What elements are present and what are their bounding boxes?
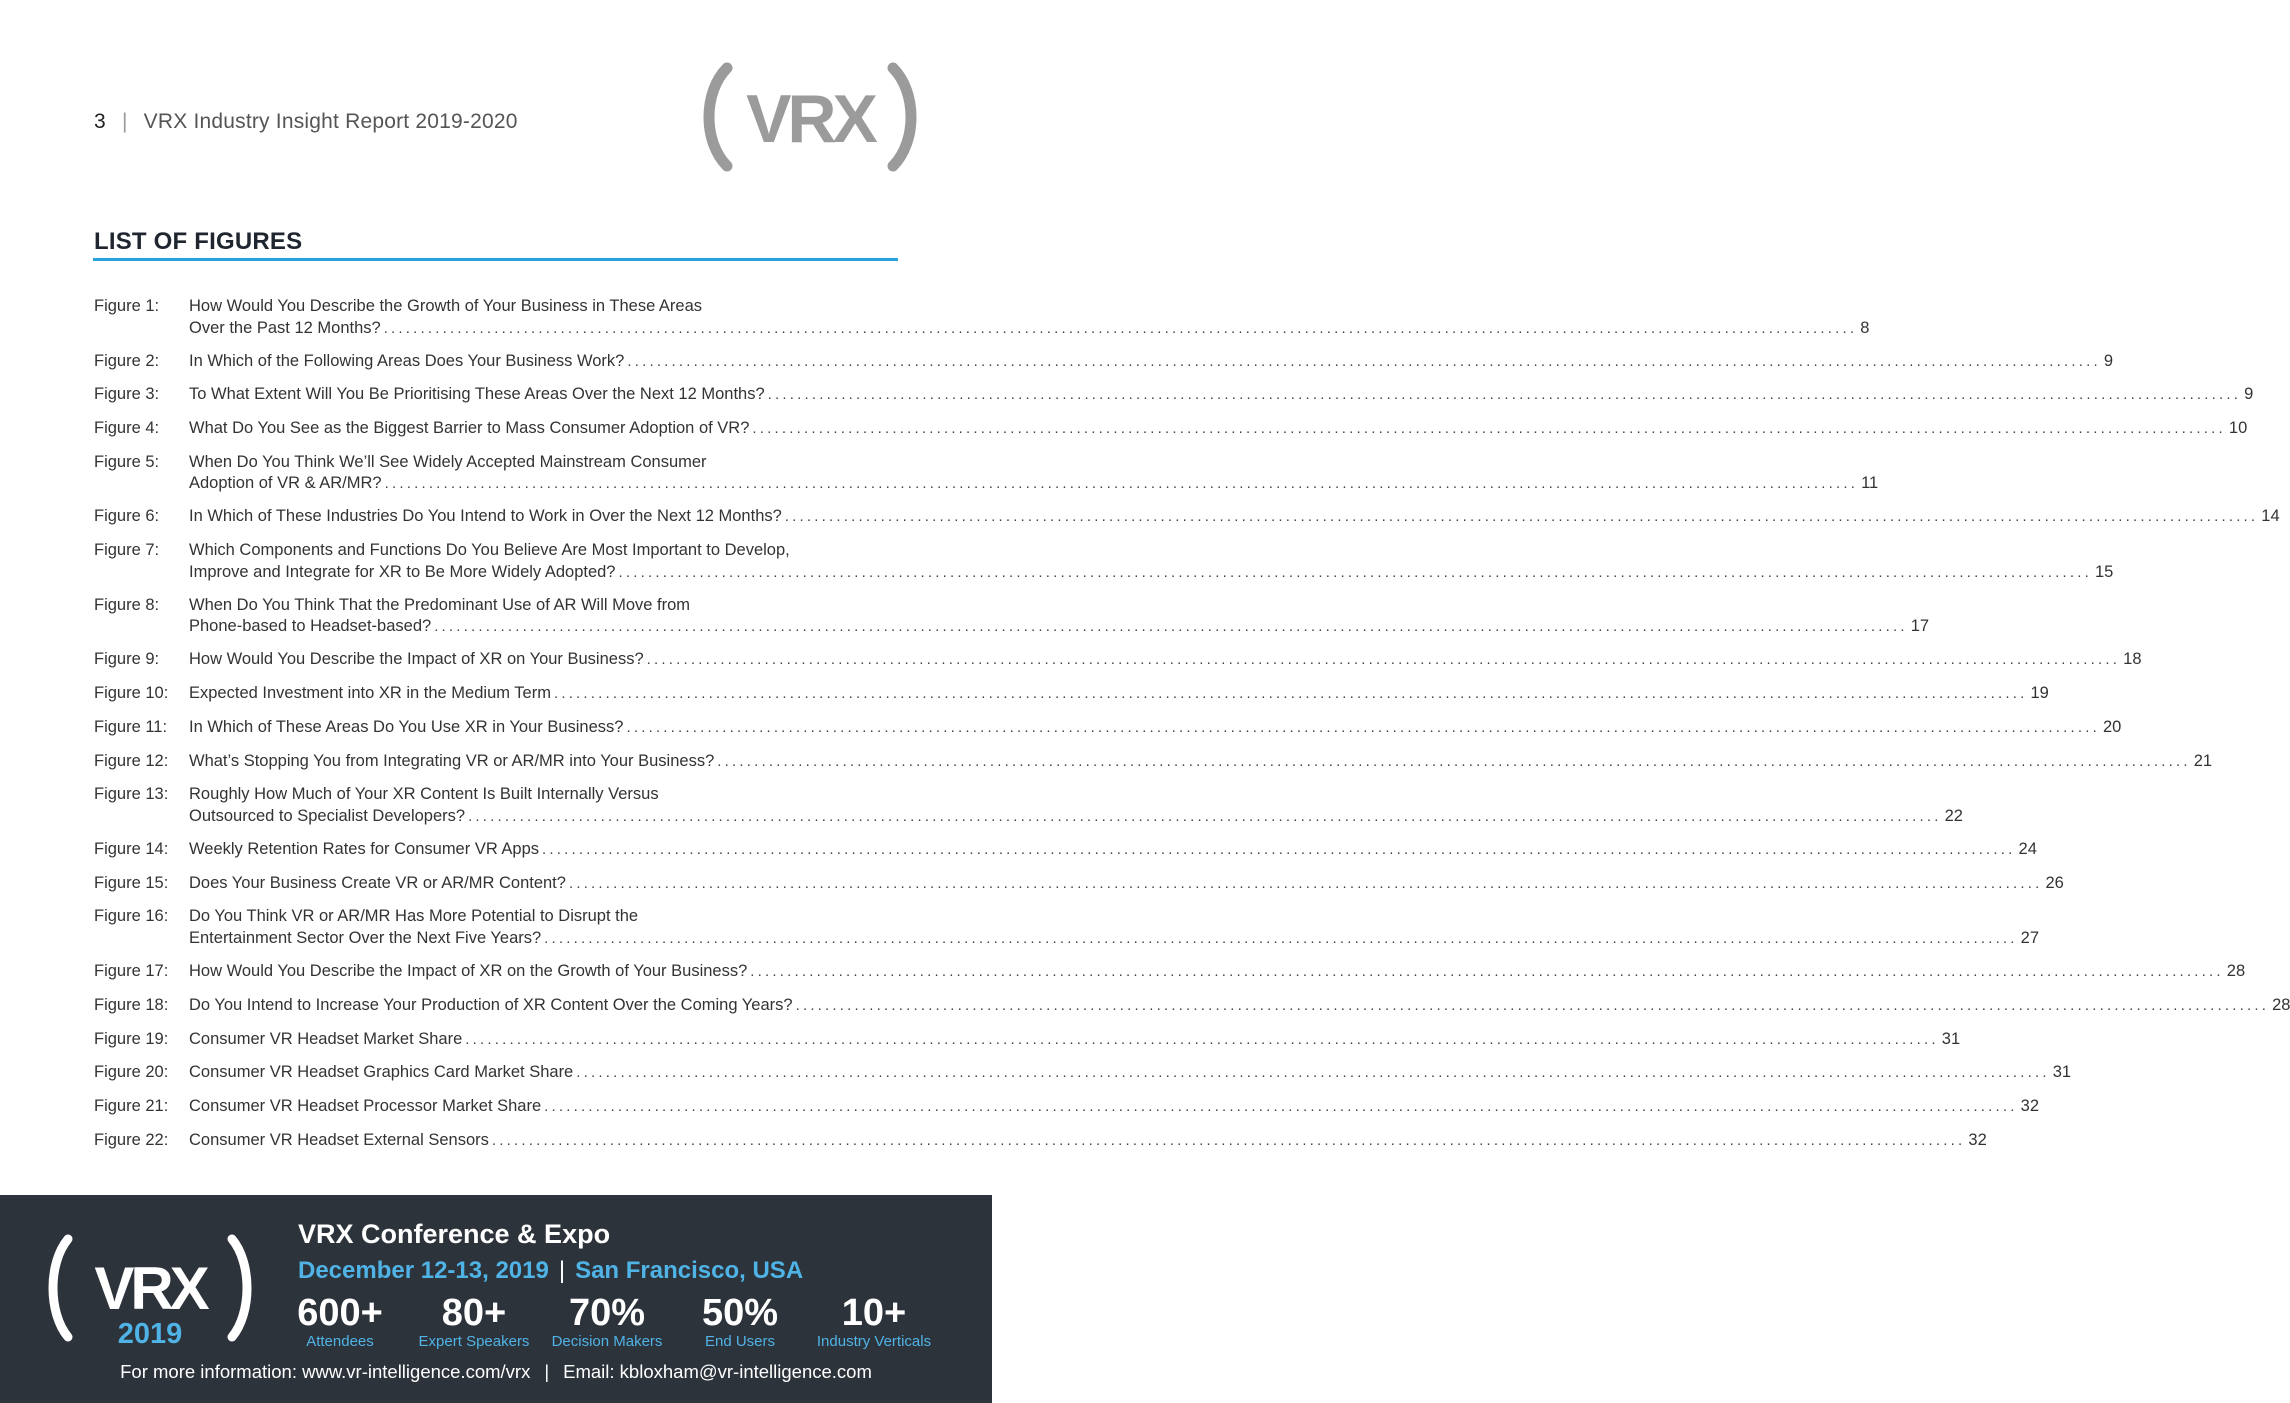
figure-label: Figure 13: bbox=[94, 785, 169, 804]
footer-banner bbox=[0, 1195, 992, 1403]
figure-label: Figure 6: bbox=[94, 507, 160, 526]
figure-label: Figure 1: bbox=[94, 297, 160, 315]
figure-title bbox=[189, 506, 2280, 528]
figure-title-line: What Do You See as the Biggest Barrier to Mass Consumer Adoption of VR? bbox=[189, 419, 750, 438]
figure-title bbox=[189, 540, 2113, 583]
dot-leader: ........................................................................................................................................................................................................ bbox=[542, 840, 2016, 858]
figure-title bbox=[189, 784, 1963, 827]
figure-page-number: 8 bbox=[1860, 318, 1870, 337]
figure-entry[interactable] bbox=[94, 296, 1870, 339]
figure-page-number: 10 bbox=[2228, 419, 2248, 438]
figure-title-line: Phone-based to Headset-based? bbox=[189, 617, 432, 636]
footer-logo-right-paren-icon bbox=[232, 1239, 247, 1337]
figure-entry[interactable] bbox=[94, 649, 2142, 671]
figure-page-number: 20 bbox=[2102, 717, 2122, 736]
conference-dates: December 12-13, 2019 bbox=[298, 1257, 549, 1284]
figure-title-line: Consumer VR Headset External Sensors bbox=[189, 1130, 489, 1149]
figure-title-line: In Which of These Industries Do You Intend to Work in Over the Next 12 Months? bbox=[189, 507, 782, 526]
figure-page-number: 32 bbox=[1968, 1130, 1987, 1149]
figure-label: Figure 14: bbox=[94, 839, 169, 858]
figure-page-number: 26 bbox=[2045, 873, 2064, 892]
stat-decision-makers bbox=[542, 1293, 672, 1351]
contact-line bbox=[0, 1361, 992, 1383]
figure-title bbox=[189, 751, 2212, 773]
figure-page-number: 11 bbox=[1861, 474, 1879, 493]
figure-page-number: 19 bbox=[2030, 683, 2049, 702]
figure-title bbox=[189, 452, 1878, 495]
figure-page-number: 22 bbox=[1944, 806, 1963, 825]
figure-label: Figure 10: bbox=[94, 683, 169, 702]
figure-entry[interactable] bbox=[94, 384, 2254, 406]
figure-label: Figure 21: bbox=[94, 1097, 169, 1116]
dot-leader: ........................................................................................................................................................................................................ bbox=[434, 618, 1908, 636]
stat-label: Expert Speakers bbox=[418, 1333, 530, 1350]
website-link[interactable]: For more information: www.vr-intelligence.com/vrx bbox=[120, 1361, 531, 1382]
stat-label: Decision Makers bbox=[551, 1333, 663, 1350]
figure-title-line: Outsourced to Specialist Developers? bbox=[189, 806, 466, 825]
figure-title bbox=[189, 418, 2247, 440]
figure-label: Figure 9: bbox=[94, 650, 160, 669]
conference-location: San Francisco, USA bbox=[575, 1257, 804, 1284]
stat-value: 10+ bbox=[841, 1292, 907, 1334]
figure-title-line: Do You Think VR or AR/MR Has More Potential to Disrupt the bbox=[189, 907, 639, 926]
stat-value: 50% bbox=[701, 1292, 779, 1334]
figure-label: Figure 3: bbox=[94, 385, 160, 404]
figure-entry[interactable] bbox=[94, 784, 1963, 827]
figure-title bbox=[189, 683, 2049, 705]
stat-value: 70% bbox=[568, 1292, 646, 1334]
figure-label: Figure 19: bbox=[94, 1029, 169, 1048]
figure-label: Figure 4: bbox=[94, 419, 160, 438]
figure-page-number: 24 bbox=[2018, 839, 2037, 858]
dot-leader: ........................................................................................................................................................................................................ bbox=[576, 1064, 2050, 1082]
contact-separator: | bbox=[544, 1361, 550, 1382]
figure-title bbox=[189, 906, 2039, 949]
conference-title: VRX Conference & Expo bbox=[298, 1219, 611, 1249]
header-separator: | bbox=[121, 110, 128, 133]
dot-leader: ........................................................................................................................................................................................................ bbox=[384, 475, 1859, 493]
figure-page-number: 17 bbox=[1910, 617, 1930, 636]
figure-entry[interactable] bbox=[94, 873, 2064, 895]
logo-text: VRX bbox=[746, 81, 874, 157]
dot-leader: ........................................................................................................................................................................................................ bbox=[618, 563, 2092, 581]
figure-label: Figure 17: bbox=[94, 961, 169, 980]
figure-title-line: Do You Intend to Increase Your Production of XR Content Over the Coming Years? bbox=[189, 995, 793, 1014]
dot-leader: ........................................................................................................................................................................................................ bbox=[752, 420, 2226, 438]
figure-title-line: In Which of the Following Areas Does Your Business Work? bbox=[189, 351, 625, 370]
figure-entry[interactable] bbox=[94, 595, 1930, 638]
figure-page-number: 31 bbox=[2052, 1063, 2072, 1082]
dot-leader: ........................................................................................................................................................................................................ bbox=[553, 684, 2028, 702]
figure-label: Figure 7: bbox=[94, 541, 160, 560]
figure-entry[interactable] bbox=[94, 717, 2122, 739]
dot-leader: ........................................................................................................................................................................................................ bbox=[544, 929, 2018, 947]
vrx-logo bbox=[705, 62, 915, 172]
email-link[interactable]: Email: kbloxham@vr-intelligence.com bbox=[563, 1361, 872, 1382]
figure-title-line: Consumer VR Headset Graphics Card Market Share bbox=[189, 1063, 574, 1082]
figure-page-number: 28 bbox=[2272, 995, 2290, 1014]
figure-page-number: 15 bbox=[2094, 562, 2114, 581]
figure-entry[interactable] bbox=[94, 906, 2040, 949]
logo-right-paren-icon bbox=[893, 68, 911, 166]
figure-label: Figure 12: bbox=[94, 751, 169, 770]
figure-entry[interactable] bbox=[94, 961, 2246, 983]
figure-title bbox=[189, 384, 2253, 406]
figure-entry[interactable] bbox=[94, 452, 1879, 495]
stat-expert-speakers bbox=[409, 1293, 539, 1351]
figure-page-number: 31 bbox=[1941, 1029, 1961, 1048]
figure-entry[interactable] bbox=[94, 351, 2114, 373]
stat-label: End Users bbox=[704, 1333, 776, 1350]
dot-leader: ........................................................................................................................................................................................................ bbox=[491, 1131, 1966, 1149]
figure-title-line: Over the Past 12 Months? bbox=[189, 318, 381, 337]
title-rule bbox=[93, 258, 898, 261]
figure-page-number: 21 bbox=[2193, 751, 2213, 770]
figure-title-line: Which Components and Functions Do You Believe Are Most Important to Develop, bbox=[189, 541, 790, 560]
dot-leader: ........................................................................................................................................................................................................ bbox=[568, 874, 2043, 892]
dot-leader: ........................................................................................................................................................................................................ bbox=[544, 1098, 2018, 1116]
figure-label: Figure 8: bbox=[94, 595, 160, 614]
figure-label: Figure 18: bbox=[94, 995, 169, 1014]
stat-value: 80+ bbox=[441, 1292, 507, 1334]
figure-title bbox=[189, 649, 2142, 671]
report-title: VRX Industry Insight Report 2019-2020 bbox=[143, 110, 518, 133]
conference-details bbox=[298, 1257, 803, 1285]
figure-label: Figure 5: bbox=[94, 452, 160, 471]
dot-leader: ........................................................................................................................................................................................................ bbox=[784, 508, 2259, 526]
figure-page-number: 18 bbox=[2123, 650, 2142, 669]
figure-title bbox=[189, 839, 2037, 861]
figure-title-line: Expected Investment into XR in the Medium Term bbox=[189, 683, 551, 702]
figure-entry[interactable] bbox=[94, 751, 2213, 773]
stat-value: 600+ bbox=[297, 1292, 383, 1334]
figure-title bbox=[189, 717, 2121, 739]
figure-page-number: 9 bbox=[2103, 351, 2114, 370]
figure-entry[interactable] bbox=[94, 1130, 1987, 1152]
figure-title-line: Adoption of VR & AR/MR? bbox=[189, 474, 382, 493]
figure-page-number: 9 bbox=[2244, 385, 2254, 404]
figure-title bbox=[189, 995, 2290, 1017]
figure-entry[interactable] bbox=[94, 1096, 2039, 1118]
figure-entry[interactable] bbox=[94, 995, 2290, 1017]
figure-page-number: 32 bbox=[2020, 1097, 2039, 1116]
dot-leader: ........................................................................................................................................................................................................ bbox=[465, 1030, 1939, 1048]
dot-leader: ........................................................................................................................................................................................................ bbox=[750, 962, 2224, 980]
figure-label: Figure 16: bbox=[94, 907, 169, 926]
figure-title-line: How Would You Describe the Growth of Your Business in These Areas bbox=[189, 297, 703, 315]
dot-leader: ........................................................................................................................................................................................................ bbox=[383, 319, 1858, 337]
figure-entry[interactable] bbox=[94, 839, 2037, 861]
figures-list bbox=[94, 296, 2290, 1164]
logo-left-paren-icon bbox=[709, 68, 727, 166]
figure-label: Figure 11: bbox=[94, 717, 168, 736]
figure-title-line: When Do You Think We’ll See Widely Accepted Mainstream Consumer bbox=[189, 452, 707, 471]
figure-title-line: In Which of These Areas Do You Use XR in Your Business? bbox=[189, 717, 624, 736]
dot-leader: ........................................................................................................................................................................................................ bbox=[767, 386, 2242, 404]
figure-title bbox=[189, 296, 1869, 339]
figure-title-line: Consumer VR Headset Market Share bbox=[189, 1029, 463, 1048]
stat-label: Industry Verticals bbox=[816, 1333, 932, 1350]
footer-logo-year: 2019 bbox=[117, 1318, 183, 1350]
figure-title-line: When Do You Think That the Predominant Use of AR Will Move from bbox=[189, 595, 691, 614]
figure-page-number: 28 bbox=[2226, 961, 2246, 980]
figure-title-line: Weekly Retention Rates for Consumer VR Apps bbox=[189, 839, 540, 858]
footer-logo-left-paren-icon bbox=[53, 1239, 68, 1337]
details-separator: | bbox=[558, 1257, 566, 1284]
dot-leader: ........................................................................................................................................................................................................ bbox=[626, 718, 2100, 736]
figure-entry[interactable] bbox=[94, 1062, 2072, 1084]
figure-title-line: Improve and Integrate for XR to Be More Widely Adopted? bbox=[189, 562, 616, 581]
vrx-2019-logo bbox=[50, 1235, 250, 1350]
section-title: LIST OF FIGURES bbox=[94, 228, 303, 255]
figure-title-line: Entertainment Sector Over the Next Five Years? bbox=[189, 928, 542, 947]
page-header bbox=[94, 110, 518, 134]
page-number: 3 bbox=[94, 110, 106, 133]
figure-title-line: Does Your Business Create VR or AR/MR Content? bbox=[189, 873, 566, 892]
dot-leader: ........................................................................................................................................................................................................ bbox=[717, 752, 2191, 770]
dot-leader: ........................................................................................................................................................................................................ bbox=[627, 352, 2101, 370]
figure-title bbox=[189, 1096, 2039, 1118]
figure-title bbox=[189, 1029, 1960, 1051]
figure-label: Figure 22: bbox=[94, 1130, 169, 1149]
figure-label: Figure 15: bbox=[94, 873, 169, 892]
figure-title-line: Consumer VR Headset Processor Market Share bbox=[189, 1097, 542, 1116]
figure-title bbox=[189, 595, 1929, 638]
stat-industry-verticals bbox=[806, 1293, 942, 1351]
figure-title-line: What’s Stopping You from Integrating VR or AR/MR into Your Business? bbox=[189, 751, 715, 770]
figure-entry[interactable] bbox=[94, 1029, 1961, 1051]
stat-label: Attendees bbox=[306, 1333, 374, 1350]
figure-title-line: To What Extent Will You Be Prioritising These Areas Over the Next 12 Months? bbox=[189, 385, 765, 404]
footer-logo-text: VRX bbox=[94, 1255, 206, 1322]
figure-page-number: 27 bbox=[2020, 928, 2040, 947]
dot-leader: ........................................................................................................................................................................................................ bbox=[795, 996, 2270, 1014]
figure-title bbox=[189, 961, 2245, 983]
dot-leader: ........................................................................................................................................................................................................ bbox=[468, 807, 1942, 825]
stat-end-users bbox=[690, 1293, 790, 1351]
dot-leader: ........................................................................................................................................................................................................ bbox=[646, 651, 2121, 669]
figure-title bbox=[189, 1062, 2071, 1084]
figure-title bbox=[189, 873, 2064, 895]
stat-attendees bbox=[285, 1293, 395, 1351]
figure-title-line: How Would You Describe the Impact of XR on Your Business? bbox=[189, 650, 644, 669]
figure-entry[interactable] bbox=[94, 683, 2049, 705]
figure-entry[interactable] bbox=[94, 418, 2248, 440]
figure-title-line: How Would You Describe the Impact of XR on the Growth of Your Business? bbox=[189, 961, 748, 980]
figure-entry[interactable] bbox=[94, 540, 2114, 583]
figure-label: Figure 2: bbox=[94, 351, 160, 370]
figure-page-number: 14 bbox=[2261, 507, 2280, 526]
figure-title bbox=[189, 1130, 1987, 1152]
figure-title-line: Roughly How Much of Your XR Content Is Built Internally Versus bbox=[189, 785, 659, 804]
figure-label: Figure 20: bbox=[94, 1063, 169, 1082]
figure-title bbox=[189, 351, 2113, 373]
figure-entry[interactable] bbox=[94, 506, 2280, 528]
